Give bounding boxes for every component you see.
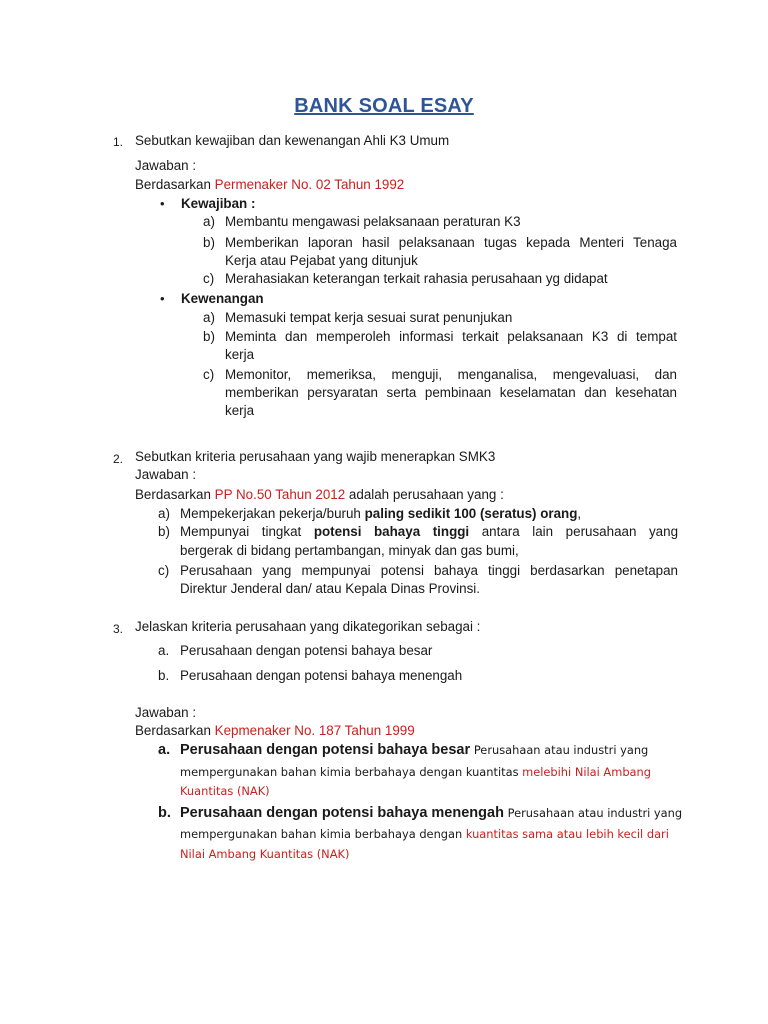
answer-item: Perusahaan dengan potensi bahaya menengah Perusahaan atau industri yang [180, 805, 683, 821]
answer-label-a: a. [158, 742, 171, 758]
answer-item-continuation: mempergunakan bahan kimia berbahaya dengan kuantitas melebihi Nilai Ambang [180, 765, 651, 779]
list-item: Memberikan laporan hasil pelaksanaan tugas kepada Menteri Tenaga [225, 235, 677, 250]
list-item: Perusahaan yang mempunyai potensi bahaya tinggi berdasarkan penetapan [180, 563, 678, 578]
regulation-reference: Kepmenaker No. 187 Tahun 1999 [214, 723, 415, 738]
list-item: Memonitor, memeriksa, menguji, menganalisa, mengevaluasi, dan [225, 367, 677, 382]
answer-label: Jawaban : [135, 467, 197, 482]
question-number: 3. [113, 622, 124, 636]
regulation-reference: Permenaker No. 02 Tahun 1992 [214, 177, 405, 192]
question-text: Sebutkan kewajiban dan kewenangan Ahli K3 Umum [135, 133, 450, 148]
list-item: Mempunyai tingkat potensi bahaya tinggi antara lain perusahaan yang [180, 524, 679, 539]
list-item-continuation: memberikan persyaratan serta pembinaan keselamatan dan kesehatan [225, 385, 677, 400]
list-item: Merahasiakan keterangan terkait rahasia perusahaan yg didapat [225, 271, 608, 286]
answer-item-continuation: Nilai Ambang Kuantitas (NAK) [180, 847, 350, 861]
page-title: BANK SOAL ESAY [294, 95, 474, 117]
basis-line: Berdasarkan PP No.50 Tahun 2012 adalah perusahaan yang : [135, 487, 504, 502]
basis-line: Berdasarkan Kepmenaker No. 187 Tahun 1999 [135, 723, 415, 738]
question-text: Jelaskan kriteria perusahaan yang dikategorikan sebagai : [135, 619, 481, 634]
list-item-label: c) [158, 563, 170, 578]
list-item-continuation: kerja [225, 347, 255, 362]
regulation-reference: PP No.50 Tahun 2012 [214, 487, 346, 502]
bullet-icon: • [160, 196, 165, 211]
list-item-label: a) [158, 506, 170, 521]
option-label: b. [158, 668, 170, 683]
answer-label: Jawaban : [135, 158, 197, 173]
question-number: 2. [113, 452, 124, 466]
list-item-label: b) [203, 329, 215, 344]
list-item-label: c) [203, 271, 215, 286]
answer-item: Perusahaan dengan potensi bahaya besar Perusahaan atau industri yang [180, 742, 649, 758]
list-item-label: a) [203, 214, 215, 229]
bullet-icon: • [160, 291, 165, 306]
option-label: a. [158, 643, 170, 658]
question-number: 1. [113, 135, 124, 149]
list-item: Membantu mengawasi pelaksanaan peraturan K3 [225, 214, 521, 229]
list-item-continuation: bergerak di bidang pertambangan, minyak dan gas bumi, [180, 543, 519, 558]
answer-label-b: b. [158, 805, 171, 821]
question-text: Sebutkan kriteria perusahaan yang wajib menerapkan SMK3 [135, 449, 496, 464]
option-text: Perusahaan dengan potensi bahaya besar [180, 643, 433, 658]
answer-item-continuation: Kuantitas (NAK) [180, 784, 270, 798]
list-item-continuation: kerja [225, 403, 255, 418]
answer-label: Jawaban : [135, 705, 197, 720]
list-item-label: c) [203, 367, 215, 382]
list-item-label: b) [203, 235, 215, 250]
list-item: Meminta dan memperoleh informasi terkait pelaksanaan K3 di tempat [225, 329, 677, 344]
list-item: Mempekerjakan pekerja/buruh paling sedikit 100 (seratus) orang, [180, 506, 582, 521]
option-text: Perusahaan dengan potensi bahaya menengah [180, 668, 463, 683]
basis-line: Berdasarkan Permenaker No. 02 Tahun 1992 [135, 177, 405, 192]
section-heading-kewenangan: Kewenangan [181, 291, 264, 306]
list-item-continuation: Direktur Jenderal dan/ atau Kepala Dinas Provinsi. [180, 581, 480, 596]
list-item-continuation: Kerja atau Pejabat yang ditunjuk [225, 253, 418, 268]
section-heading-kewajiban: Kewajiban : [181, 196, 256, 211]
list-item: Memasuki tempat kerja sesuai surat penunjukan [225, 310, 513, 325]
answer-item-continuation: mempergunakan bahan kimia berbahaya dengan kuantitas sama atau lebih kecil dari [180, 827, 669, 841]
list-item-label: b) [158, 524, 170, 539]
list-item-label: a) [203, 310, 215, 325]
